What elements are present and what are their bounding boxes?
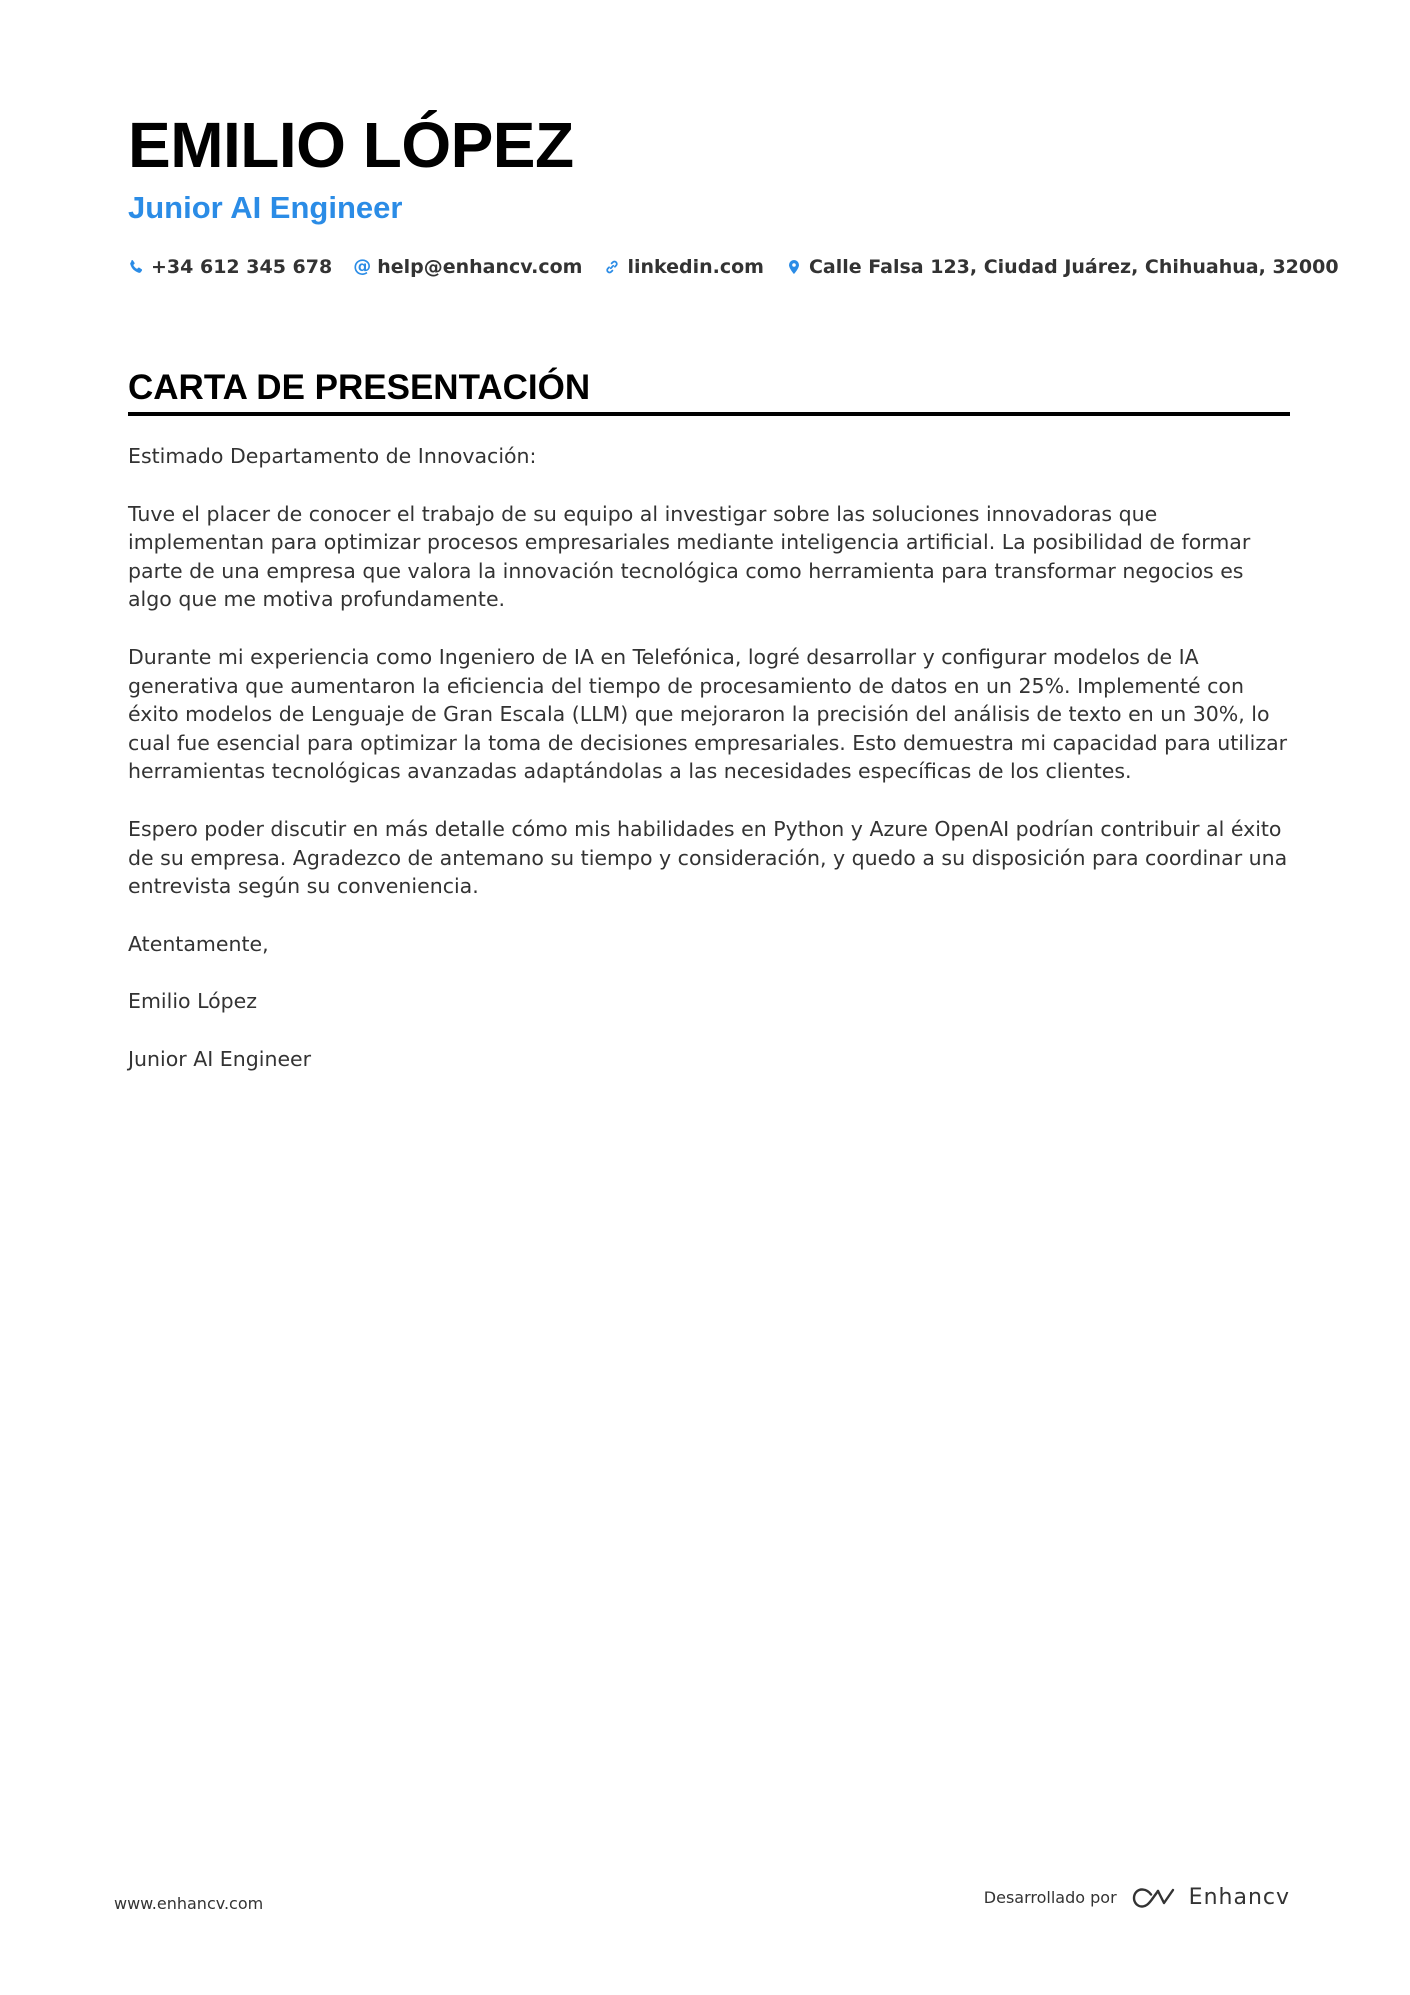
- powered-by-label: Desarrollado por: [983, 1888, 1117, 1907]
- letter-paragraph: Tuve el placer de conocer el trabajo de su equipo al investigar sobre las soluciones innovadoras que implementan para optimizar procesos empresariales mediante inteligencia artificial. La posibilidad de formar parte de una empresa que valora la innovación tecnológica como herramienta para transformar negocios es algo que me motiva profundamente.: [128, 501, 1251, 612]
- letter-paragraph: Durante mi experiencia como Ingeniero de IA en Telefónica, logré desarrollar y configurar modelos de IA generativa que aumentaron la eficiencia del tiempo de procesamiento de datos en un 25%. Implementé con éxito modelos de Lenguaje de Gran Escala (LLM) que mejoraron la precisión del análisis de texto en un 30%, lo cual fue esencial para optimizar la toma de decisiones empresariales. Esto demuestra mi capacidad para utilizar herramientas tecnológicas avanzadas adaptándolas a las necesidades específicas de los clientes.: [128, 644, 1288, 784]
- signature-role: Junior AI Engineer: [128, 1046, 312, 1071]
- section-title: CARTA DE PRESENTACIÓN: [128, 368, 591, 407]
- contact-bar: [128, 256, 1339, 278]
- contact-linkedin-text[interactable]: linkedin.com: [627, 256, 764, 278]
- candidate-name: EMILIO LÓPEZ: [128, 109, 574, 181]
- link-icon: [604, 259, 620, 275]
- brand-name: Enhancv: [1188, 1885, 1290, 1910]
- contact-address: [786, 256, 1339, 278]
- letter-closing: Atentamente,: [128, 931, 269, 956]
- signature-name: Emilio López: [128, 989, 258, 1014]
- letter-body: [128, 442, 1290, 1074]
- section-divider: [128, 412, 1290, 416]
- contact-phone: [128, 256, 332, 278]
- contact-address-text: Calle Falsa 123, Ciudad Juárez, Chihuahua, 32000: [808, 256, 1339, 278]
- footer-branding: [984, 1885, 1290, 1910]
- phone-icon: [128, 259, 144, 275]
- contact-email: [354, 256, 582, 278]
- header: [128, 109, 1339, 278]
- enhancv-logo-icon: [1131, 1886, 1177, 1910]
- contact-linkedin: [604, 256, 764, 278]
- cover-letter-section: [128, 366, 1290, 1103]
- at-icon: @: [353, 256, 372, 277]
- footer-website[interactable]: www.enhancv.com: [114, 1894, 264, 1913]
- contact-email-text[interactable]: help@enhancv.com: [377, 256, 583, 278]
- letter-paragraph: Espero poder discutir en más detalle cómo mis habilidades en Python y Azure OpenAI podrían contribuir al éxito de su empresa. Agradezco de antemano su tiempo y consideración, y quedo a su disposición para coordinar una entrevista según su conveniencia.: [128, 816, 1288, 899]
- location-pin-icon: [786, 259, 802, 275]
- contact-phone-text[interactable]: +34 612 345 678: [151, 256, 333, 278]
- candidate-role: Junior AI Engineer: [128, 190, 403, 225]
- letter-greeting: Estimado Departamento de Innovación:: [128, 444, 537, 468]
